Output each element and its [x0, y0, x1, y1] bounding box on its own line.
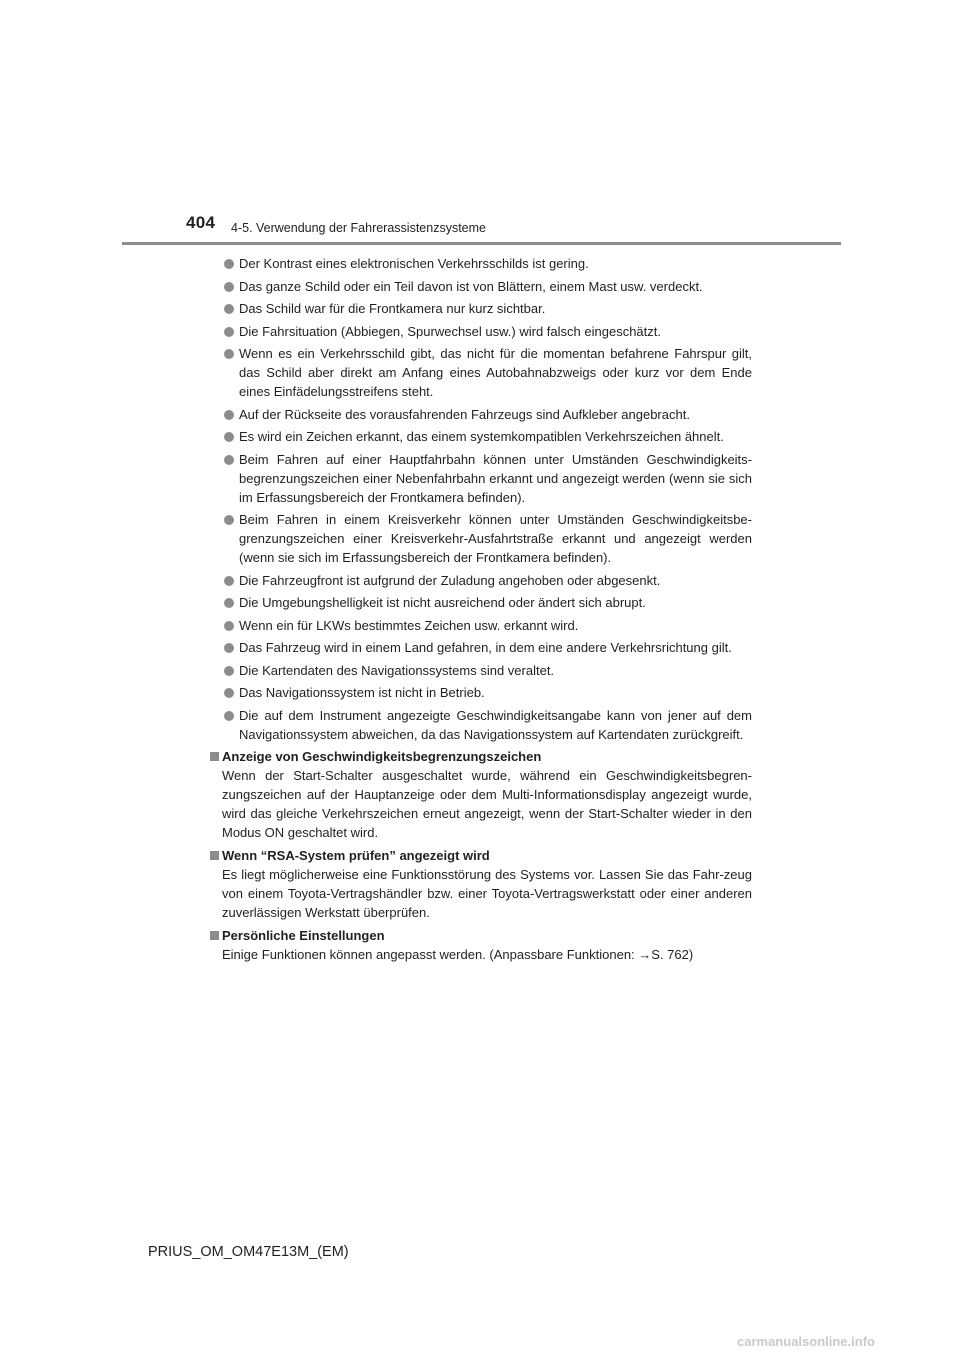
list-item-text: Das Schild war für die Frontkamera nur kurz sichtbar. — [239, 301, 546, 316]
list-item — [222, 427, 752, 446]
bullet-dot-icon — [224, 711, 234, 721]
section-body: Es liegt möglicherweise eine Funktionsstörung des Systems vor. Lassen Sie das Fahr-zeug von einem Toyota-Vertragshändler bzw. einer Toyota-Vertragswerkstatt oder einer anderen zuverlässigen Werkstatt überprüfen. — [222, 867, 752, 920]
section-title: 4-5. Verwendung der Fahrerassistenzsysteme — [231, 221, 486, 235]
list-item-text: Die Umgebungshelligkeit ist nicht ausreichend oder ändert sich abrupt. — [239, 595, 646, 610]
list-item-text: Die auf dem Instrument angezeigte Geschwindigkeitsangabe kann von jener auf dem Navigationssystem abweichen, da das Navigationssystem auf Kartendaten zurückgreift. — [239, 707, 752, 742]
list-item-text: Das Navigationssystem ist nicht in Betrieb. — [239, 685, 485, 700]
bullet-dot-icon — [224, 576, 234, 586]
list-item — [222, 254, 752, 273]
list-item-text: Beim Fahren auf einer Hauptfahrbahn können unter Umständen Geschwindigkeits-begrenzungszeichen einer Nebenfahrbahn erkannt und angezeigt werden (wenn sie sich im Erfassungsbereich der Frontkamera befinden). — [239, 451, 752, 505]
list-item-text: Das ganze Schild oder ein Teil davon ist von Blättern, einem Mast usw. verdeckt. — [239, 278, 703, 294]
list-item — [222, 661, 752, 680]
list-item-text: Wenn ein für LKWs bestimmtes Zeichen usw. erkannt wird. — [239, 617, 579, 633]
list-item — [222, 322, 752, 341]
list-item — [222, 638, 752, 657]
bullet-dot-icon — [224, 327, 234, 337]
list-item-text: Beim Fahren in einem Kreisverkehr können unter Umständen Geschwindigkeitsbe-grenzungszeichen einer Kreisverkehr-Ausfahrtstraße erkannt und angezeigt werden (wenn sie sich im Erfassungsbereich der Frontkamera befinden). — [239, 512, 752, 565]
list-item — [222, 616, 752, 635]
list-item-text: Das Fahrzeug wird in einem Land gefahren, in dem eine andere Verkehrsrichtung gilt. — [239, 640, 732, 655]
section-body: Wenn der Start-Schalter ausgeschaltet wurde, während ein Geschwindigkeitsbegren-zungszeichen auf der Hauptanzeige oder dem Multi-Informationsdisplay angezeigt wurde, wird das gleiche Verkehrszeichen erneut angezeigt, wenn der Start-Schalter wieder in den Modus ON geschaltet wird. — [222, 768, 752, 840]
info-section — [222, 846, 752, 922]
info-section — [222, 926, 752, 964]
bullet-dot-icon — [224, 304, 234, 314]
bullet-dot-icon — [224, 259, 234, 269]
info-section — [222, 747, 752, 842]
list-item-text: Wenn es ein Verkehrsschild gibt, das nicht für die momentan befahrene Fahrspur gilt, das Schild aber direkt am Anfang eines Autobahnabzweigs oder kurz vor dem Ende eines Einfädelungsstreifens steht. — [239, 346, 752, 399]
page-number: 404 — [186, 213, 216, 232]
bullet-dot-icon — [224, 349, 234, 359]
list-item-text: Die Fahrzeugfront ist aufgrund der Zuladung angehoben oder abgesenkt. — [239, 572, 661, 588]
list-item — [222, 510, 752, 567]
bullet-dot-icon — [224, 410, 234, 420]
bullet-dot-icon — [224, 688, 234, 698]
bullet-dot-icon — [224, 515, 234, 525]
list-item — [222, 299, 752, 318]
list-item — [222, 277, 752, 296]
section-heading: Wenn “RSA-System prüfen” angezeigt wird — [222, 848, 490, 863]
bullet-dot-icon — [224, 282, 234, 292]
bullet-dot-icon — [224, 666, 234, 676]
header-divider — [122, 242, 841, 245]
list-item-text: Auf der Rückseite des vorausfahrenden Fahrzeugs sind Aufkleber angebracht. — [239, 406, 690, 422]
list-item-text: Der Kontrast eines elektronischen Verkehrsschilds ist gering. — [239, 256, 589, 271]
section-square-icon — [210, 752, 219, 761]
bullet-dot-icon — [224, 621, 234, 631]
list-item — [222, 593, 752, 612]
list-item-text: Die Fahrsituation (Abbiegen, Spurwechsel usw.) wird falsch eingeschätzt. — [239, 323, 661, 339]
document-code: PRIUS_OM_OM47E13M_(EM) — [148, 1244, 349, 1260]
section-body: Einige Funktionen können angepasst werden. (Anpassbare Funktionen: →S. 762) — [222, 947, 694, 962]
section-square-icon — [210, 851, 219, 860]
bullet-dot-icon — [224, 598, 234, 608]
section-heading: Anzeige von Geschwindigkeitsbegrenzungszeichen — [222, 749, 542, 764]
bullet-dot-icon — [224, 455, 234, 465]
list-item — [222, 571, 752, 590]
list-item — [222, 344, 752, 401]
list-item-text: Die Kartendaten des Navigationssystems sind veraltet. — [239, 662, 555, 678]
bullet-dot-icon — [224, 432, 234, 442]
main-content — [222, 254, 752, 968]
watermark: carmanualsonline.info — [737, 1334, 875, 1349]
list-item — [222, 706, 752, 744]
section-heading: Persönliche Einstellungen — [222, 928, 385, 943]
bullet-dot-icon — [224, 643, 234, 653]
section-square-icon — [210, 931, 219, 940]
list-item — [222, 683, 752, 702]
list-item-text: Es wird ein Zeichen erkannt, das einem systemkompatiblen Verkehrszeichen ähnelt. — [239, 429, 724, 444]
list-item — [222, 450, 752, 507]
list-item — [222, 405, 752, 424]
